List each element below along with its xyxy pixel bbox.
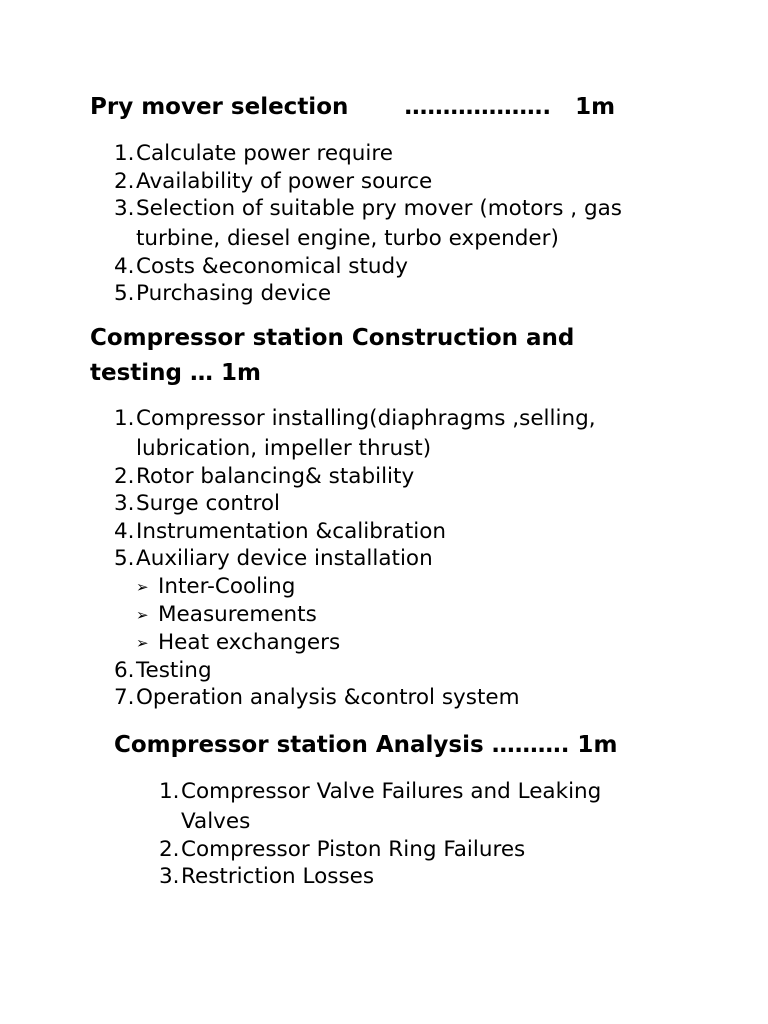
list-number: 3. [159,864,180,889]
list-text: Purchasing device [136,281,332,306]
list-text: Restriction Losses [181,864,375,889]
list-item [114,683,634,713]
list-text: Costs &economical study [136,253,408,279]
list-text: Calculate power require [136,141,393,166]
list-text: Rotor balancing& stability [136,463,415,489]
list-item [159,777,639,837]
list-number: 4. [114,518,135,544]
list-item [114,279,674,309]
list-item [114,656,634,686]
arrow-bullet-icon: ➢ [136,633,149,652]
list-number: 5. [114,546,135,571]
list-item [114,404,634,464]
list-number: 1. [114,406,135,431]
list-item [114,194,674,254]
list-text: Auxiliary device installation [136,546,433,571]
sub-list-text: Heat exchangers [158,629,341,655]
list-number: 2. [159,836,180,862]
list-number: 1. [159,779,180,804]
analysis-list [159,777,639,890]
list-text: Compressor Piston Ring Failures [181,836,526,862]
list-text: Availability of power source [136,168,433,194]
list-item [114,544,634,574]
list-item [159,862,639,892]
sub-list-item [114,572,634,602]
list-item [114,489,634,519]
list-text: Compressor Valve Failures and Leaking Valves [181,779,602,834]
pry-mover-list [114,139,674,307]
list-number: 6. [114,657,135,683]
section-heading-analysis: Compressor station Analysis ………. 1m [114,732,618,758]
list-number: 2. [114,463,135,489]
sub-list-item [114,628,634,658]
list-text: Selection of suitable pry mover (motors , gas turbine, diesel engine, turbo expender) [136,196,622,251]
section-heading-construction-line1: Compressor station Construction and [90,325,575,351]
list-text: Testing [136,657,212,683]
list-item [114,252,674,282]
list-number: 4. [114,253,135,279]
list-text: Instrumentation &calibration [136,518,447,544]
arrow-bullet-icon: ➢ [136,577,149,596]
list-number: 1. [114,141,135,166]
list-number: 2. [114,168,135,194]
construction-list [114,404,634,711]
list-number: 5. [114,281,135,306]
section-heading-pry-mover: Pry mover selection ………………. 1m [90,94,616,120]
sub-list-item [114,600,634,630]
list-item [114,462,634,492]
list-number: 3. [114,491,135,516]
list-item [114,167,674,197]
list-text: Operation analysis &control system [136,685,520,710]
list-text: Surge control [136,491,280,516]
list-item [159,835,639,865]
list-number: 3. [114,196,135,221]
list-item [114,139,674,169]
arrow-bullet-icon: ➢ [136,605,149,624]
list-item [114,517,634,547]
list-number: 7. [114,685,135,710]
section-heading-construction-line2: testing … 1m [90,360,261,386]
sub-list-text: Measurements [158,601,317,627]
sub-list-text: Inter-Cooling [158,573,296,599]
list-text: Compressor installing(diaphragms ,selling, lubrication, impeller thrust) [136,406,596,461]
